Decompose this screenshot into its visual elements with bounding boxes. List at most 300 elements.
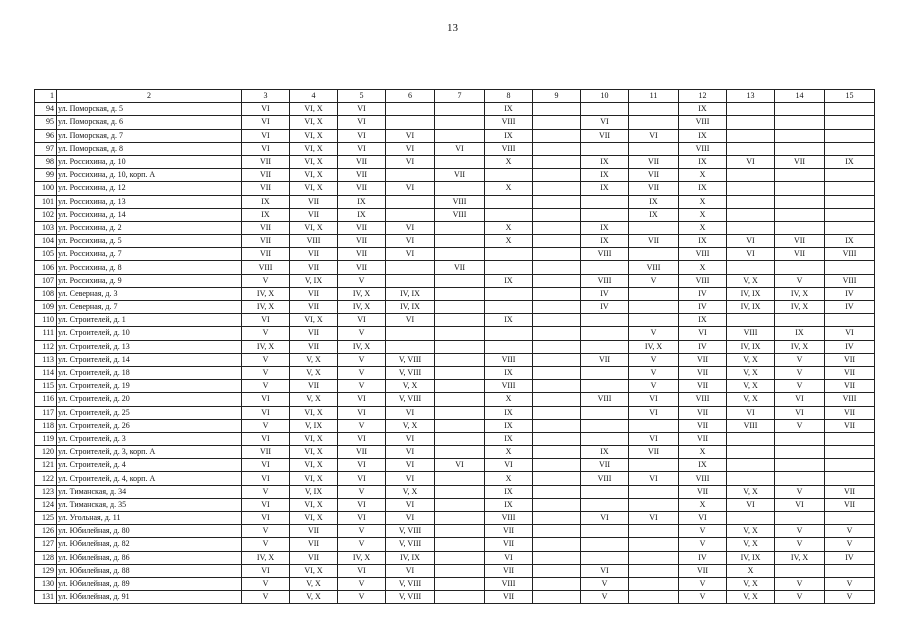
- table-cell: VI: [679, 512, 727, 525]
- table-cell: [533, 103, 581, 116]
- column-header: 8: [485, 90, 533, 103]
- table-cell: VIII: [290, 235, 338, 248]
- table-cell: VIII: [485, 353, 533, 366]
- table-cell: V: [679, 591, 727, 604]
- table-cell: [581, 538, 629, 551]
- table-cell: [775, 459, 825, 472]
- row-number: 122: [35, 472, 57, 485]
- table-cell: V, X: [727, 485, 775, 498]
- row-number: 131: [35, 591, 57, 604]
- table-cell: IX: [679, 103, 727, 116]
- table-row: [35, 577, 875, 590]
- table-cell: VII: [825, 419, 875, 432]
- table-cell: [485, 327, 533, 340]
- row-number: 100: [35, 182, 57, 195]
- table-cell: VI, X: [290, 512, 338, 525]
- table-cell: [435, 274, 485, 287]
- table-cell: V, X: [727, 591, 775, 604]
- table-cell: VI: [435, 459, 485, 472]
- table-cell: VI: [338, 459, 386, 472]
- table-cell: X: [485, 446, 533, 459]
- column-header: 4: [290, 90, 338, 103]
- table-cell: VI: [727, 498, 775, 511]
- table-cell: [533, 248, 581, 261]
- table-cell: [435, 327, 485, 340]
- table-row: [35, 182, 875, 195]
- address-cell: ул. Россихина, д. 5: [57, 235, 242, 248]
- table-cell: IV: [679, 340, 727, 353]
- address-cell: ул. Поморская, д. 7: [57, 129, 242, 142]
- column-header: 7: [435, 90, 485, 103]
- table-cell: [485, 301, 533, 314]
- table-cell: VIII: [581, 274, 629, 287]
- table-cell: IV: [825, 340, 875, 353]
- table-cell: VII: [290, 327, 338, 340]
- table-cell: VII: [242, 446, 290, 459]
- column-header: 10: [581, 90, 629, 103]
- table-cell: VII: [242, 169, 290, 182]
- table-cell: [435, 248, 485, 261]
- table-cell: [533, 551, 581, 564]
- address-cell: ул. Строителей, д. 4, корп. А: [57, 472, 242, 485]
- address-cell: ул. Северная, д. 3: [57, 287, 242, 300]
- table-cell: [435, 551, 485, 564]
- table-cell: [727, 221, 775, 234]
- address-cell: ул. Тиманская, д. 35: [57, 498, 242, 511]
- table-cell: [533, 512, 581, 525]
- row-number: 119: [35, 432, 57, 445]
- table-cell: IV, X: [338, 340, 386, 353]
- table-cell: [727, 129, 775, 142]
- table-cell: [435, 380, 485, 393]
- table-cell: VI: [485, 551, 533, 564]
- table-cell: [775, 432, 825, 445]
- table-cell: VI: [242, 142, 290, 155]
- row-number: 95: [35, 116, 57, 129]
- table-row: [35, 327, 875, 340]
- table-cell: V: [825, 525, 875, 538]
- row-number: 130: [35, 577, 57, 590]
- table-cell: VII: [775, 235, 825, 248]
- row-number: 116: [35, 393, 57, 406]
- table-cell: [775, 446, 825, 459]
- table-cell: VI, X: [290, 406, 338, 419]
- table-cell: VIII: [679, 116, 727, 129]
- table-cell: IX: [629, 195, 679, 208]
- table-cell: VIII: [581, 248, 629, 261]
- table-cell: VI: [338, 142, 386, 155]
- column-header: 6: [386, 90, 435, 103]
- table-cell: [435, 366, 485, 379]
- table-cell: [581, 195, 629, 208]
- table-cell: V: [581, 577, 629, 590]
- table-cell: [581, 314, 629, 327]
- table-cell: VI: [242, 564, 290, 577]
- table-row: [35, 287, 875, 300]
- table-cell: VI: [242, 116, 290, 129]
- table-cell: [386, 274, 435, 287]
- row-number: 111: [35, 327, 57, 340]
- table-cell: VI: [386, 314, 435, 327]
- table-cell: V, X: [386, 380, 435, 393]
- table-cell: V, X: [290, 393, 338, 406]
- table-cell: VI: [386, 155, 435, 168]
- table-cell: VIII: [727, 327, 775, 340]
- table-cell: V: [242, 366, 290, 379]
- table-cell: [629, 485, 679, 498]
- table-cell: VI: [242, 406, 290, 419]
- address-cell: ул. Строителей, д. 1: [57, 314, 242, 327]
- table-cell: VI: [386, 221, 435, 234]
- table-cell: V: [775, 591, 825, 604]
- table-cell: [629, 287, 679, 300]
- table-cell: [727, 182, 775, 195]
- address-cell: ул. Поморская, д. 8: [57, 142, 242, 155]
- table-row: [35, 274, 875, 287]
- table-cell: [775, 142, 825, 155]
- table-cell: VI, X: [290, 155, 338, 168]
- column-header: 13: [727, 90, 775, 103]
- table-cell: IX: [581, 169, 629, 182]
- table-cell: VII: [338, 155, 386, 168]
- table-cell: VII: [679, 353, 727, 366]
- table-cell: V: [338, 380, 386, 393]
- table-cell: V, X: [386, 485, 435, 498]
- address-cell: ул. Строителей, д. 25: [57, 406, 242, 419]
- table-cell: [581, 142, 629, 155]
- table-cell: VI: [242, 432, 290, 445]
- table-cell: [825, 564, 875, 577]
- table-cell: VII: [825, 380, 875, 393]
- table-cell: IX: [485, 432, 533, 445]
- table-cell: V: [338, 485, 386, 498]
- table-cell: [775, 314, 825, 327]
- table-cell: [533, 169, 581, 182]
- table-cell: VII: [581, 129, 629, 142]
- table-cell: IV, X: [775, 340, 825, 353]
- table-cell: IX: [485, 419, 533, 432]
- table-cell: [435, 221, 485, 234]
- table-cell: IV, X: [629, 340, 679, 353]
- table-cell: IX: [679, 314, 727, 327]
- table-cell: [825, 208, 875, 221]
- table-cell: VII: [629, 169, 679, 182]
- table-cell: [727, 446, 775, 459]
- table-cell: [533, 116, 581, 129]
- table-row: [35, 155, 875, 168]
- table-cell: IV, X: [242, 287, 290, 300]
- address-cell: ул. Россихина, д. 10, корп. А: [57, 169, 242, 182]
- table-cell: VII: [242, 155, 290, 168]
- table-cell: VII: [581, 459, 629, 472]
- table-cell: VII: [338, 248, 386, 261]
- row-number: 105: [35, 248, 57, 261]
- table-cell: IV: [679, 287, 727, 300]
- table-header-row: [35, 90, 875, 103]
- table-cell: VI: [679, 327, 727, 340]
- table-cell: [435, 406, 485, 419]
- table-cell: VI: [338, 432, 386, 445]
- table-cell: [386, 208, 435, 221]
- table-cell: V: [242, 485, 290, 498]
- table-cell: VI: [629, 406, 679, 419]
- table-cell: IX: [485, 366, 533, 379]
- table-cell: VI, X: [290, 129, 338, 142]
- table-cell: IX: [242, 195, 290, 208]
- row-number: 127: [35, 538, 57, 551]
- table-cell: [435, 116, 485, 129]
- table-cell: V: [338, 419, 386, 432]
- row-number: 129: [35, 564, 57, 577]
- table-row: [35, 432, 875, 445]
- table-cell: V, X: [727, 353, 775, 366]
- table-cell: [581, 340, 629, 353]
- table-cell: IV, IX: [727, 287, 775, 300]
- table-cell: [533, 525, 581, 538]
- table-cell: VI: [242, 498, 290, 511]
- table-cell: [533, 353, 581, 366]
- table-cell: [629, 459, 679, 472]
- table-cell: V: [338, 327, 386, 340]
- table-cell: [435, 472, 485, 485]
- table-cell: IX: [679, 235, 727, 248]
- table-cell: VI, X: [290, 314, 338, 327]
- table-cell: [629, 538, 679, 551]
- row-number: 108: [35, 287, 57, 300]
- table-row: [35, 129, 875, 142]
- table-cell: V: [338, 353, 386, 366]
- table-cell: V, X: [727, 538, 775, 551]
- table-cell: IV, X: [775, 551, 825, 564]
- table-cell: VI, X: [290, 116, 338, 129]
- table-cell: IX: [581, 446, 629, 459]
- row-number: 97: [35, 142, 57, 155]
- table-cell: V: [775, 419, 825, 432]
- address-cell: ул. Юбилейная, д. 89: [57, 577, 242, 590]
- table-cell: [825, 182, 875, 195]
- address-cell: ул. Поморская, д. 6: [57, 116, 242, 129]
- table-row: [35, 472, 875, 485]
- table-cell: IV: [581, 301, 629, 314]
- column-header: 12: [679, 90, 727, 103]
- table-cell: IX: [679, 459, 727, 472]
- table-cell: [581, 366, 629, 379]
- column-header: 15: [825, 90, 875, 103]
- table-cell: X: [679, 446, 727, 459]
- table-cell: [727, 512, 775, 525]
- table-cell: IV, IX: [386, 551, 435, 564]
- table-cell: VI: [338, 116, 386, 129]
- table-cell: VIII: [629, 261, 679, 274]
- table-cell: [775, 195, 825, 208]
- table-cell: [435, 564, 485, 577]
- table-cell: VII: [825, 406, 875, 419]
- table-cell: VI: [435, 142, 485, 155]
- table-cell: IX: [679, 155, 727, 168]
- table-cell: VII: [485, 525, 533, 538]
- table-cell: [581, 406, 629, 419]
- table-cell: V: [775, 353, 825, 366]
- table-cell: VII: [485, 591, 533, 604]
- address-cell: ул. Россихина, д. 7: [57, 248, 242, 261]
- table-row: [35, 393, 875, 406]
- table-row: [35, 142, 875, 155]
- table-cell: [533, 591, 581, 604]
- table-cell: [727, 142, 775, 155]
- table-row: [35, 485, 875, 498]
- address-cell: ул. Россихина, д. 13: [57, 195, 242, 208]
- table-row: [35, 406, 875, 419]
- table-cell: VI: [338, 564, 386, 577]
- table-cell: [435, 446, 485, 459]
- table-cell: X: [727, 564, 775, 577]
- data-table: [34, 89, 875, 604]
- table-cell: V, X: [727, 274, 775, 287]
- row-number: 102: [35, 208, 57, 221]
- table-cell: [435, 155, 485, 168]
- table-cell: VII: [290, 248, 338, 261]
- table-cell: IV, IX: [727, 301, 775, 314]
- table-cell: [581, 419, 629, 432]
- table-cell: VI: [338, 472, 386, 485]
- table-cell: VII: [290, 287, 338, 300]
- table-cell: [533, 498, 581, 511]
- table-row: [35, 261, 875, 274]
- table-cell: VI: [338, 498, 386, 511]
- table-cell: V, VIII: [386, 353, 435, 366]
- table-cell: V: [338, 525, 386, 538]
- table-cell: VI, X: [290, 472, 338, 485]
- table-cell: VII: [290, 208, 338, 221]
- table-cell: [533, 155, 581, 168]
- column-header: 14: [775, 90, 825, 103]
- table-cell: VI, X: [290, 564, 338, 577]
- table-cell: [533, 432, 581, 445]
- table-cell: IX: [485, 498, 533, 511]
- table-cell: IX: [679, 182, 727, 195]
- page-number: 13: [447, 22, 458, 34]
- table-cell: IV, X: [338, 551, 386, 564]
- table-cell: VII: [825, 366, 875, 379]
- table-cell: VIII: [727, 419, 775, 432]
- table-cell: [825, 195, 875, 208]
- table-cell: VIII: [825, 393, 875, 406]
- table-cell: X: [679, 498, 727, 511]
- table-cell: [533, 301, 581, 314]
- table-cell: [435, 498, 485, 511]
- table-cell: V: [775, 525, 825, 538]
- table-cell: V: [679, 577, 727, 590]
- table-cell: VI: [629, 393, 679, 406]
- table-row: [35, 208, 875, 221]
- table-cell: V, X: [290, 577, 338, 590]
- table-cell: [775, 512, 825, 525]
- table-cell: V, X: [727, 380, 775, 393]
- table-cell: VI: [338, 129, 386, 142]
- table-cell: VIII: [242, 261, 290, 274]
- table-row: [35, 380, 875, 393]
- table-cell: IX: [485, 406, 533, 419]
- table-cell: [435, 182, 485, 195]
- address-cell: ул. Строителей, д. 3: [57, 432, 242, 445]
- table-cell: VI, X: [290, 459, 338, 472]
- table-cell: [727, 116, 775, 129]
- table-cell: [825, 142, 875, 155]
- table-cell: V, X: [727, 577, 775, 590]
- table-cell: [775, 261, 825, 274]
- table-row: [35, 340, 875, 353]
- table-cell: [581, 261, 629, 274]
- table-cell: V: [679, 525, 727, 538]
- table-cell: [775, 564, 825, 577]
- table-cell: V: [629, 366, 679, 379]
- table-cell: IX: [679, 129, 727, 142]
- row-number: 121: [35, 459, 57, 472]
- table-cell: [581, 525, 629, 538]
- row-number: 98: [35, 155, 57, 168]
- table-cell: V: [775, 538, 825, 551]
- table-cell: [775, 472, 825, 485]
- table-cell: VII: [338, 221, 386, 234]
- table-cell: VII: [290, 195, 338, 208]
- table-cell: VI: [775, 498, 825, 511]
- table-cell: [435, 353, 485, 366]
- row-number: 103: [35, 221, 57, 234]
- table-cell: [825, 446, 875, 459]
- table-cell: [435, 129, 485, 142]
- table-cell: [629, 301, 679, 314]
- table-cell: VI: [581, 116, 629, 129]
- table-cell: VI, X: [290, 142, 338, 155]
- table-cell: [727, 169, 775, 182]
- table-cell: VII: [242, 221, 290, 234]
- table-cell: X: [485, 393, 533, 406]
- table-cell: V: [775, 577, 825, 590]
- table-cell: [825, 116, 875, 129]
- table-cell: V: [629, 274, 679, 287]
- table-cell: VIII: [825, 248, 875, 261]
- table-cell: VI: [242, 472, 290, 485]
- row-number: 120: [35, 446, 57, 459]
- table-cell: V: [242, 419, 290, 432]
- table-cell: [533, 577, 581, 590]
- table-cell: [386, 340, 435, 353]
- table-row: [35, 235, 875, 248]
- table-cell: V, X: [386, 419, 435, 432]
- table-cell: [533, 564, 581, 577]
- row-number: 104: [35, 235, 57, 248]
- table-cell: [581, 551, 629, 564]
- table-cell: VII: [825, 485, 875, 498]
- table-cell: VII: [338, 169, 386, 182]
- table-cell: [533, 380, 581, 393]
- table-cell: V, IX: [290, 419, 338, 432]
- table-cell: IV, X: [775, 301, 825, 314]
- table-cell: V: [825, 591, 875, 604]
- column-header: 1: [35, 90, 57, 103]
- table-cell: V, X: [727, 366, 775, 379]
- table-cell: IX: [581, 221, 629, 234]
- table-row: [35, 538, 875, 551]
- table-row: [35, 169, 875, 182]
- table-cell: [386, 169, 435, 182]
- table-cell: [533, 459, 581, 472]
- table-cell: [825, 472, 875, 485]
- table-cell: [581, 485, 629, 498]
- table-row: [35, 459, 875, 472]
- table-cell: [533, 314, 581, 327]
- column-header: 3: [242, 90, 290, 103]
